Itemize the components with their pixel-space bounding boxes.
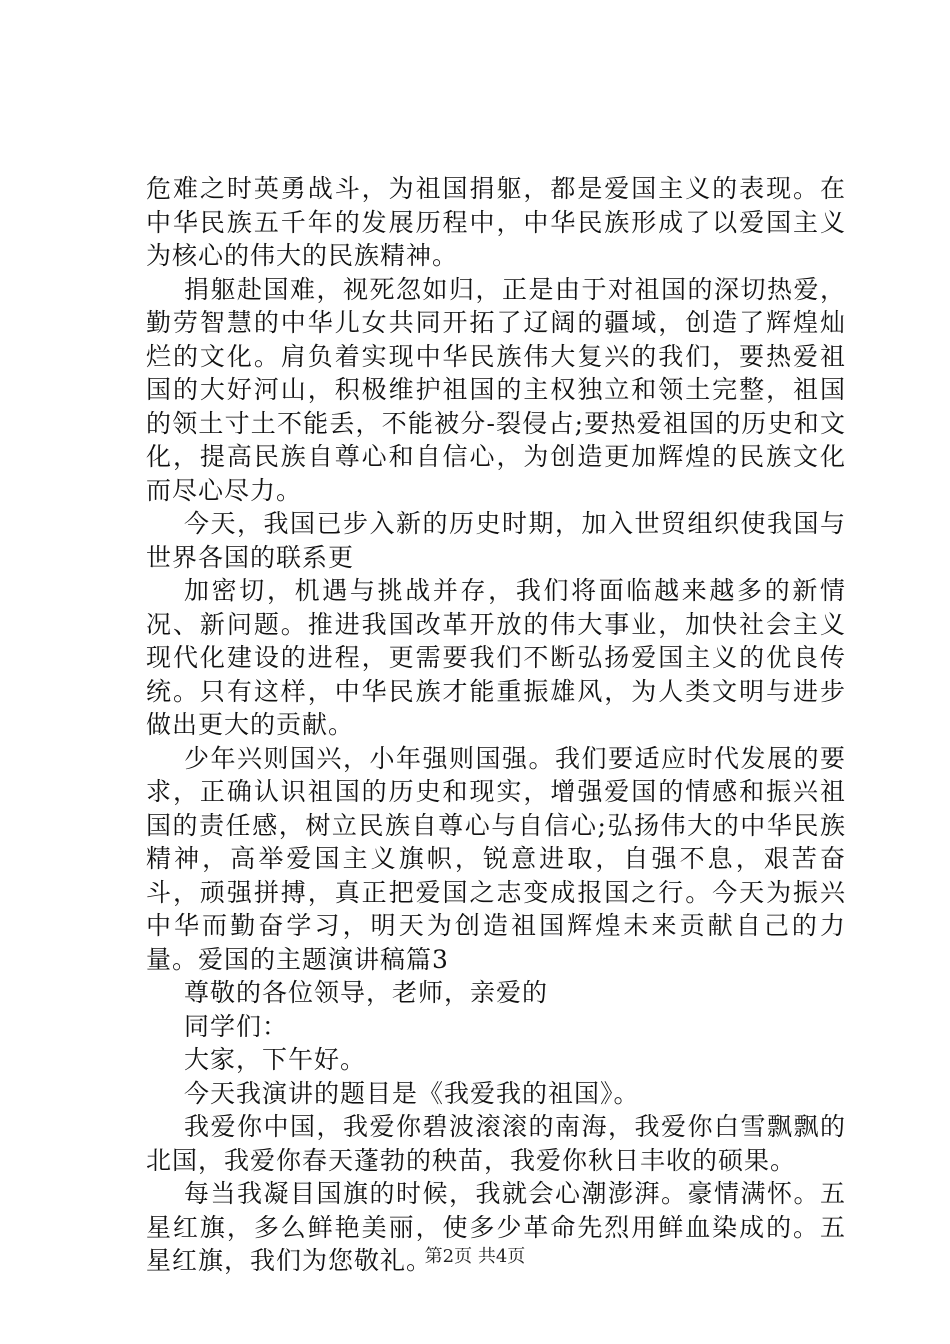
paragraph-7: 同学们： [184, 1011, 289, 1041]
paragraph-5: 少年兴则国兴，小年强则国强。我们要适应时代发展的要求，正确认识祖国的历史和现实，增强爱国的情感和振兴祖国的责任感，树立民族自尊心与自信心;弘扬伟大的中华民族精神，高举爱国主义旗帜，锐意进取，自强不息，艰苦奋斗，顽强拼搏，真正把爱国之志变成报国之行。今天为振兴中华而勤奋学习，明天为创造祖国辉煌未来贡献自己的力量。爱国的主题演讲稿篇3 [146, 743, 846, 974]
paragraph-4: 加密切，机遇与挑战并存，我们将面临越来越多的新情况、新问题。推进我国改革开放的伟大事业，加快社会主义现代化建设的进程，更需要我们不断弘扬爱国主义的优良传统。只有这样，中华民族才能重振雄风，为人类文明与进步做出更大的贡献。 [146, 576, 846, 739]
paragraph-6: 尊敬的各位领导，老师，亲爱的 [184, 978, 549, 1007]
paragraph-10: 我爱你中国，我爱你碧波滚滚的南海，我爱你白雪飘飘的北国，我爱你春天蓬勃的秧苗，我爱你秋日丰收的硕果。 [146, 1112, 846, 1175]
paragraph-9: 今天我演讲的题目是《我爱我的祖国》。 [184, 1078, 640, 1108]
page-number-footer: 第2页 共4页 [424, 1246, 526, 1267]
paragraph-1: 危难之时英勇战斗，为祖国捐躯，都是爱国主义的表现。在中华民族五千年的发展历程中，中华民族形成了以爱国主义为核心的伟大的民族精神。 [146, 174, 846, 270]
paragraph-8: 大家，下午好。 [184, 1045, 367, 1074]
paragraph-11: 每当我凝目国旗的时候，我就会心潮澎湃。豪情满怀。五星红旗，多么鲜艳美丽，使多少革命先烈用鲜血染成的。五星红旗，我们为您敬礼。 [146, 1179, 846, 1275]
paragraph-2: 捐躯赴国难，视死忽如归，正是由于对祖国的深切热爱，勤劳智慧的中华儿女共同开拓了辽阔的疆域，创造了辉煌灿烂的文化。肩负着实现中华民族伟大复兴的我们，要热爱祖国的大好河山，积极维护祖国的主权独立和领土完整，祖国的领土寸土不能丢，不能被分-裂侵占;要热爱祖国的历史和文化，提高民族自尊心和自信心，为创造更加辉煌的民族文化而尽心尽力。 [146, 274, 846, 505]
document-body [146, 172, 846, 1278]
paragraph-3: 今天，我国已步入新的历史时期，加入世贸组织使我国与世界各国的联系更 [146, 509, 846, 572]
